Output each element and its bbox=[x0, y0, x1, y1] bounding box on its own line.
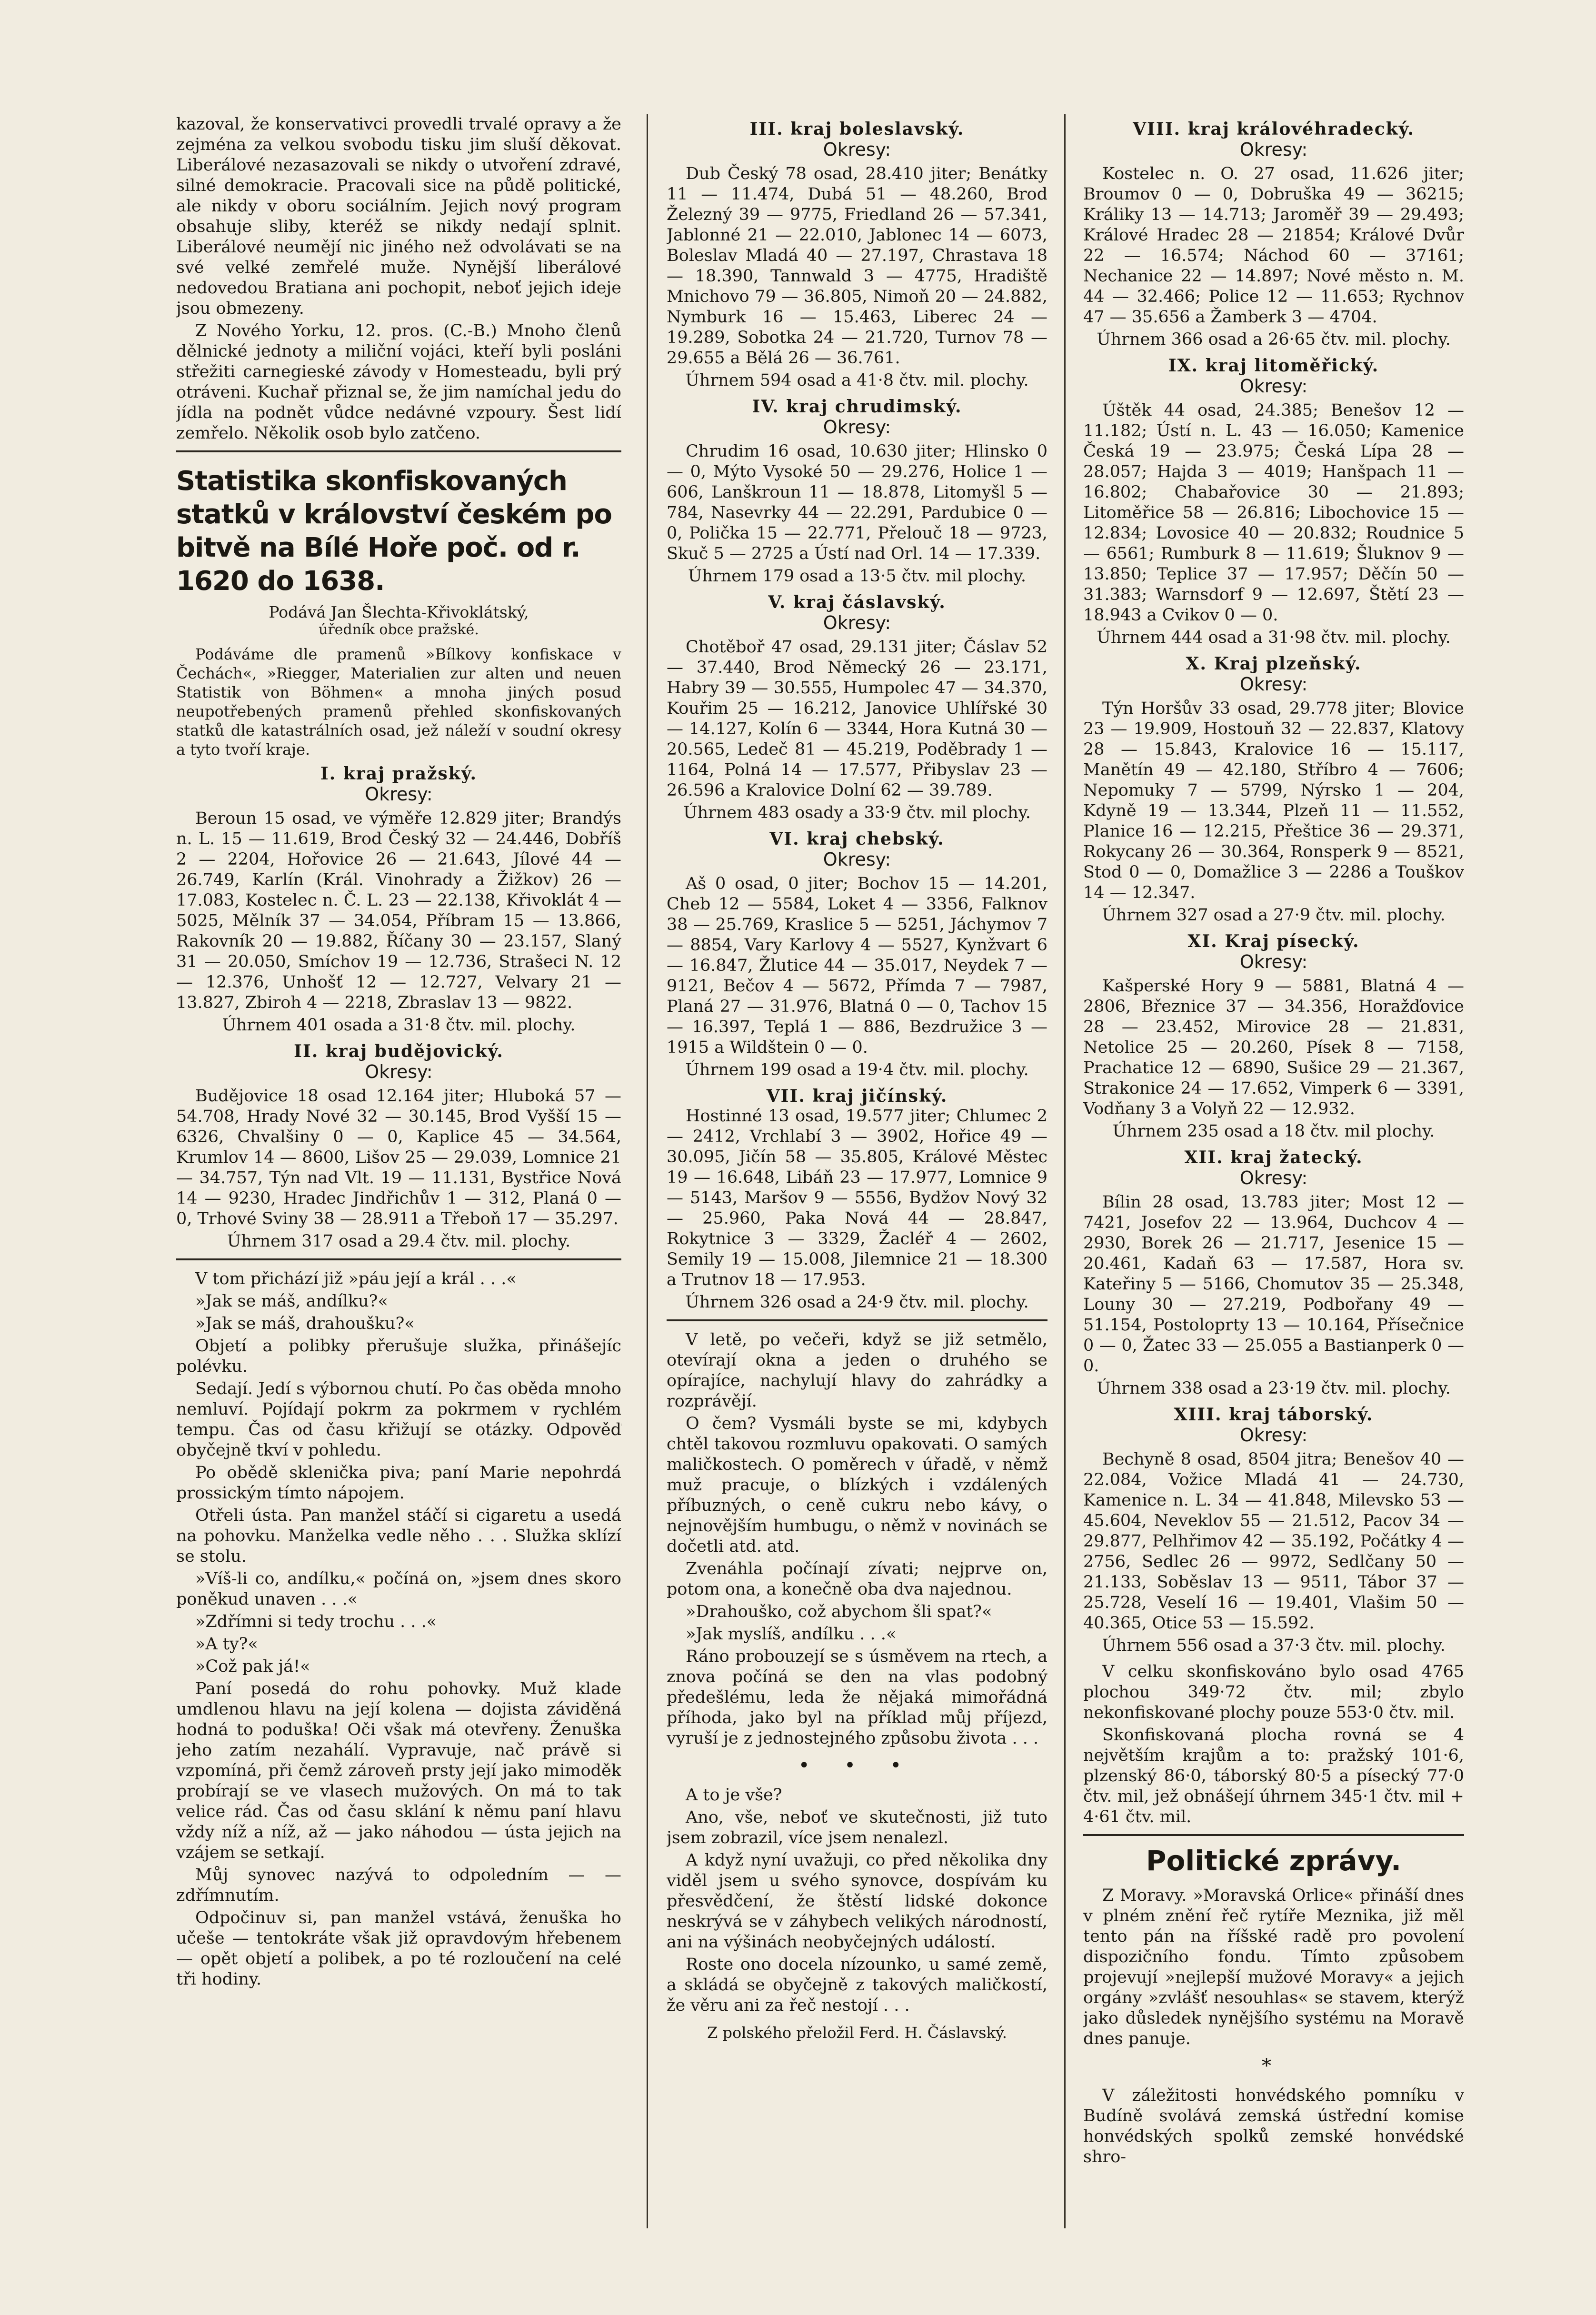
story-paragraph: Zvenáhla počínají zívati; nejprve on, potom ona, a konečně oba dva najednou. bbox=[667, 1559, 1047, 1599]
region-total-boleslav: Úhrnem 594 osad a 41·8 čtv. mil. plochy. bbox=[685, 371, 1029, 390]
story-ending: A když nyní uvažuji, co před několika dny viděl jsem u svého synovce, dospívám ku přesvědčení, že štěstí lidské dokonce neskrývá se v záhybech velikých národností, ani na výšinách neobyčejných událostí. bbox=[667, 1851, 1047, 1952]
grand-total: V celku skonfiskováno bylo osad 4765 plochou 349·72 čtv. mil; zbylo nekonfiskované plochy pouze 553·0 čtv. mil. bbox=[1083, 1662, 1464, 1722]
new-york-report: Z Nového Yorku, 12. pros. (C.-B.) Mnoho členů dělnické jednoty a miliční vojáci, kteří byli posláni střežiti carnegieské závody v Homesteadu, byli prý otráveni. Kuchař přiznal se, že jim namíchal jedu do jídla na podnět vůdce nedávné vzpoury. Šest lidí zemřelo. Několik osob bylo zatčeno. bbox=[176, 321, 621, 443]
moravia-report: Z Moravy. »Moravská Orlice« přináší dnes v plném znění řeč rytíře Meznika, již měl tento pán na říšské radě pro povolení dispozičního fondu. Tímto způsobem projevují »nejlepší mužové Moravy« a jejich orgány »zvlášť nesouhlas« se stavem, kterýž jako důsledek nynějšího systému na Moravě dnes panuje. bbox=[1083, 1886, 1464, 2048]
region-body-prague: Beroun 15 osad, ve výměře 12.829 jiter; Brandýs n. L. 15 — 11.619, Brod Český 32 — 24.446, Dobříš 2 — 2204, Hořovice 26 — 21.643, Jílové 44 — 26.749, Karlín (Král. Vinohrady a Žižkov) 26 — 17.083, Kostelec n. Č. L. 23 — 22.138, Křivoklát 4 — 5025, Mělník 37 — 34.054, Příbram 15 — 13.866, Rakovník 20 — 19.882, Říčany 30 — 23.157, Slaný 31 — 20.050, Smíchov 19 — 12.736, Strašeci N. 12 — 12.376, Unhošť 12 — 12.727, Velvary 21 — 13.827, Zbiroh 4 — 2218, Zbraslav 13 — 9822. bbox=[176, 809, 621, 1012]
section-divider bbox=[1083, 1834, 1464, 1836]
statistics-lead: Podáváme dle pramenů »Bílkovy konfiskace v Čechách«, »Riegger, Materialien zur alten und neuen Statistik von Böhmen« a mnoha jiných posud neupotřebených pramenů přehled skonfiskovaných statků dle katastrálních osad, jež náleží v soudní okresy a tyto tvoří kraje. bbox=[176, 645, 621, 758]
region-total-litomerice: Úhrnem 444 osad a 31·98 čtv. mil. plochy. bbox=[1097, 628, 1451, 647]
region-heading-plzen: X. Kraj plzeňský. bbox=[1186, 654, 1362, 674]
region-total-hradec: Úhrnem 366 osad a 26·65 čtv. mil. plochy. bbox=[1097, 330, 1451, 349]
column-rule-left bbox=[647, 114, 648, 2228]
story-paragraph: Po obědě sklenička piva; paní Marie nepohrdá prossickým tímto nápojem. bbox=[176, 1463, 621, 1503]
region-total-tabor: Úhrnem 556 osad a 37·3 čtv. mil. plochy. bbox=[1102, 1636, 1446, 1655]
region-heading-hradec: VIII. kraj královéhradecký. bbox=[1133, 119, 1415, 139]
region-body-jicin: Hostinné 13 osad, 19.577 jiter; Chlumec 2 — 2412, Vrchlabí 3 — 3902, Hořice 49 — 30.095, Jičín 58 — 35.805, Králové Městec 19 — 16.648, Libáň 23 — 17.977, Lomnice 9 — 5143, Maršov 9 — 5556, Bydžov Nový 32 — 25.960, Paka Nová 44 — 28.847, Rokytnice 3 — 3329, Žacléř 4 — 2602, Semily 19 — 15.008, Jilemnice 21 — 18.300 a Trutnov 18 — 17.953. bbox=[667, 1107, 1047, 1289]
story-paragraph: »Což pak já!« bbox=[195, 1657, 310, 1676]
story-paragraph: Objetí a polibky přerušuje služka, přinášejíc polévku. bbox=[176, 1337, 621, 1376]
region-heading-boleslav: III. kraj boleslavský. bbox=[749, 119, 965, 139]
asterisk-separator: * bbox=[1262, 2055, 1286, 2077]
region-total-plzen: Úhrnem 327 osad a 27·9 čtv. mil. plochy. bbox=[1102, 906, 1446, 925]
region-total-jicin: Úhrnem 326 osad a 24·9 čtv. mil. plochy. bbox=[685, 1293, 1029, 1312]
story-paragraph: Odpočinuv si, pan manžel vstává, ženuška ho učeše — tentokráte však již opravdovým hřebenem — opět objetí a polibek, a po té rozloučení na celé tři hodiny. bbox=[176, 1908, 621, 1989]
story-ending: A to je vše? bbox=[686, 1786, 782, 1805]
column-2 bbox=[667, 114, 1047, 2219]
region-body-zatec: Bílin 28 osad, 13.783 jiter; Most 12 — 7421, Josefov 22 — 13.964, Duchcov 4 — 2930, Borek 26 — 21.717, Jesenice 15 — 20.461, Kadaň 63 — 17.587, Hora sv. Kateřiny 5 — 5166, Chomutov 35 — 25.348, Louny 30 — 27.219, Podbořany 49 — 51.154, Postoloprty 13 — 10.164, Přísečnice 0 — 0, Žatec 33 — 25.055 a Bastianperk 0 — 0. bbox=[1083, 1193, 1464, 1376]
story-ending: Roste ono docela nízounko, u samé země, a skládá se obyčejně z takových maličkostí, že věru ani za řeč nestojí . . . bbox=[667, 1955, 1047, 2015]
region-heading-litomerice: IX. kraj litoměřický. bbox=[1168, 356, 1379, 376]
region-heading-prague: I. kraj pražský. bbox=[320, 764, 478, 784]
story-paragraph: »A ty?« bbox=[195, 1635, 258, 1654]
section-dots: • • • bbox=[798, 1755, 916, 1776]
story-paragraph: »Drahouško, což abychom šli spat?« bbox=[686, 1602, 992, 1621]
districts-label: Okresy: bbox=[1239, 376, 1308, 397]
region-heading-tabor: XIII. kraj táborský. bbox=[1174, 1405, 1374, 1425]
region-total-pisek: Úhrnem 235 osad a 18 čtv. mil plochy. bbox=[1112, 1122, 1435, 1141]
section-divider bbox=[176, 450, 621, 452]
districts-label: Okresy: bbox=[365, 1061, 433, 1082]
region-heading-caslav: V. kraj čáslavský. bbox=[768, 592, 946, 612]
statistics-title: Statistika skonfiskovaných statků v království českém po bitvě na Bílé Hoře poč. od r. 1620 do 1638. bbox=[176, 466, 612, 597]
region-heading-cheb: VI. kraj chebský. bbox=[769, 829, 945, 849]
districts-label: Okresy: bbox=[823, 612, 891, 633]
region-heading-chrudim: IV. kraj chrudimský. bbox=[752, 397, 962, 417]
largest-regions-note: Skonfiskovaná plocha rovná se 4 největším krajům a to: pražský 101·6, plzenský 86·0, táborský 80·5 a písecký 77·0 čtv. mil, jež obnášejí úhrnem 345·1 čtv. mil + 4·61 čtv. mil. bbox=[1083, 1726, 1464, 1826]
region-body-pisek: Kašperské Hory 9 — 5881, Blatná 4 — 2806, Březnice 37 — 34.356, Horažďovice 28 — 23.452, Mirovice 28 — 21.831, Netolice 25 — 20.260, Písek 8 — 7158, Prachatice 12 — 6890, Sušice 29 — 21.367, Strakonice 24 — 17.652, Vimperk 6 — 3391, Vodňany 3 a Volyň 22 — 12.932. bbox=[1083, 977, 1464, 1118]
column-rule-right bbox=[1064, 114, 1066, 2228]
region-heading-budejovice: II. kraj budějovický. bbox=[294, 1041, 504, 1061]
story-paragraph: »Jak se máš, drahoušku?« bbox=[195, 1314, 415, 1333]
author-line: Podává Jan Šlechta-Křivoklátský, bbox=[269, 603, 529, 621]
districts-label: Okresy: bbox=[1239, 1425, 1308, 1446]
region-body-litomerice: Úštěk 44 osad, 24.385; Benešov 12 — 11.182; Ústí n. L. 43 — 16.050; Kamenice Česká 19 — 23.975; Česká Lípa 28 — 28.057; Hajda 3 — 4019; Hanšpach 11 — 16.802; Chabařovice 30 — 21.893; Litoměřice 58 — 26.816; Libochovice 15 — 12.834; Lovosice 40 — 20.832; Roudnice 5 — 6561; Rumburk 8 — 11.619; Šluknov 9 — 13.850; Teplice 37 — 17.957; Děčín 50 — 31.383; Warnsdorf 9 — 12.697, Štětí 23 — 18.943 a Cvikov 0 — 0. bbox=[1083, 401, 1464, 625]
story-paragraph: V tom přichází již »páu její a král . . .« bbox=[195, 1269, 517, 1288]
story-paragraph: O čem? Vysmáli byste se mi, kdybych chtěl takovou rozmluvu opakovati. O samých maličkostech. O poměrech v úřadě, v němž muž pracuje, o blízkých i vzdálených příbuzných, o ceně cukru nebo kávy, o nejnovějším humbugu, o němž v novinách se dočetli atd. atd. bbox=[667, 1414, 1047, 1556]
story-paragraph: Otřeli ústa. Pan manžel stáčí si cigaretu a usedá na pohovku. Manželka vedle něho . . . Služka sklízí se stolu. bbox=[176, 1506, 621, 1566]
districts-label: Okresy: bbox=[823, 139, 891, 160]
region-total-chrudim: Úhrnem 179 osad a 13·5 čtv. mil plochy. bbox=[688, 567, 1027, 586]
region-total-zatec: Úhrnem 338 osad a 23·19 čtv. mil. plochy. bbox=[1097, 1379, 1451, 1398]
region-total-budejovice: Úhrnem 317 osad a 29.4 čtv. mil. plochy. bbox=[227, 1232, 571, 1251]
story-paragraph: Paní posedá do rohu pohovky. Muž klade umdlenou hlavu na její kolena — dojista záviděná hodná to poduška! Oči však má otevřeny. Ženuška jeho zatím nezahálí. Vypravuje, nač právě si vzpomíná, při čemž zároveň prsty její jako mimoděk probírají se ve vlasech mužových. On má to tak velice rád. Čas od času sklání k němu paní hlavu vždy níž a níž, až — jako náhodou — ústa jejich na vzájem se setkají. bbox=[176, 1679, 621, 1862]
story-paragraph: »Zdřímni si tedy trochu . . .« bbox=[195, 1612, 437, 1631]
region-heading-jicin: VII. kraj jičínský. bbox=[766, 1086, 948, 1106]
region-total-cheb: Úhrnem 199 osad a 19·4 čtv. mil. plochy. bbox=[685, 1060, 1029, 1079]
region-body-chrudim: Chrudim 16 osad, 10.630 jiter; Hlinsko 0 — 0, Mýto Vysoké 50 — 29.276, Holice 1 — 606, Lanškroun 11 — 18.878, Litomyšl 5 — 784, Nasevrky 44 — 22.291, Pardubice 0 — 0, Polička 15 — 22.771, Přelouč 18 — 9723, Skuč 5 — 2725 a Ústí nad Orl. 14 — 17.339. bbox=[667, 442, 1047, 563]
section-divider bbox=[176, 1258, 621, 1260]
region-heading-zatec: XII. kraj žatecký. bbox=[1184, 1148, 1363, 1167]
districts-label: Okresy: bbox=[1239, 1167, 1308, 1188]
region-heading-pisek: XI. Kraj písecký. bbox=[1187, 931, 1360, 951]
story-paragraph: Ráno probouzejí se s úsměvem na rtech, a znova počíná se den na vlas podobný předešlému, leda že nějaká mimořádná příhoda, jako byl na příklad můj příjezd, vyruší je z jednostejného způsobu života . . . bbox=[667, 1647, 1047, 1748]
districts-label: Okresy: bbox=[365, 784, 433, 805]
districts-label: Okresy: bbox=[1239, 139, 1308, 160]
column-1 bbox=[176, 114, 621, 2219]
translator-credit: Z polského přeložil Ferd. H. Čáslavský. bbox=[707, 2024, 1007, 2042]
story-paragraph: »Víš-li co, andílku,« počíná on, »jsem dnes skoro poněkud unaven . . .« bbox=[176, 1569, 621, 1609]
story-ending: Ano, vše, neboť ve skutečnosti, již tuto jsem zobrazil, více jsem nenalezl. bbox=[667, 1808, 1047, 1847]
region-body-hradec: Kostelec n. O. 27 osad, 11.626 jiter; Broumov 0 — 0, Dobruška 49 — 36215; Králiky 13 — 14.713; Jaroměř 39 — 29.493; Králové Hradec 28 — 21854; Králové Dvůr 22 — 16.574; Náchod 60 — 37161; Nechanice 22 — 14.897; Nové město n. M. 44 — 32.466; Police 12 — 11.653; Rychnov 47 — 35.656 a Žamberk 3 — 4704. bbox=[1083, 164, 1464, 327]
region-body-plzen: Týn Horšův 33 osad, 29.778 jiter; Blovice 23 — 19.909, Hostouň 32 — 22.837, Klatovy 28 — 15.843, Kralovice 16 — 15.117, Manětín 49 — 42.180, Stříbro 4 — 7606; Nepomuky 7 — 5799, Nýrsko 1 — 204, Kdyně 19 — 13.344, Plzeň 11 — 11.552, Planice 16 — 12.215, Přeštice 36 — 29.371, Rokycany 26 — 30.364, Ronsperk 9 — 8521, Stod 0 — 0, Domažlice 3 — 2286 a Touškov 14 — 12.347. bbox=[1083, 699, 1464, 902]
region-body-budejovice: Budějovice 18 osad 12.164 jiter; Hluboká 57 — 54.708, Hrady Nové 32 — 30.145, Brod Vyšší 15 — 6326, Chvalšiny 0 — 0, Kaplice 45 — 34.564, Krumlov 14 — 8600, Lišov 25 — 29.039, Lomnice 21 — 34.757, Týn nad Vlt. 19 — 11.131, Bystřice Nová 14 — 9230, Hradec Jindřichův 1 — 312, Planá 0 — 0, Trhové Sviny 38 — 28.911 a Třeboň 17 — 35.297. bbox=[176, 1087, 621, 1228]
budin-report: V záležitosti honvédského pomníku v Budíně svolává zemská ústřední komise honvédských spolků zemské honvédské shro- bbox=[1083, 2086, 1464, 2166]
story-paragraph: Můj synovec nazývá to odpoledním — — zdřímnutím. bbox=[176, 1866, 621, 1905]
story-paragraph: »Jak myslíš, andílku . . .« bbox=[686, 1625, 897, 1644]
region-body-boleslav: Dub Český 78 osad, 28.410 jiter; Benátky 11 — 11.474, Dubá 51 — 48.260, Brod Železný 39 — 9775, Friedland 26 — 57.341, Jablonné 21 — 22.010, Jablonec 14 — 6073, Boleslav Mladá 40 — 27.197, Chrastava 18 — 18.390, Tannwald 3 — 4775, Hradiště Mnichovo 79 — 36.805, Nimoň 20 — 24.882, Nymburk 16 — 15.463, Liberec 24 — 19.289, Sobotka 24 — 21.720, Turnov 78 — 29.655 a Bělá 26 — 36.761. bbox=[667, 164, 1047, 368]
region-body-caslav: Chotěboř 47 osad, 29.131 jiter; Čáslav 52 — 37.440, Brod Německý 26 — 23.171, Habry 39 — 30.555, Humpolec 47 — 34.370, Kouřim 25 — 16.212, Janovice Uhlířské 30 — 14.127, Kolín 6 — 3344, Hora Kutná 30 — 20.565, Ledeč 81 — 45.219, Poděbrady 1 — 1164, Polná 14 — 17.577, Přibyslav 23 — 26.596 a Kralovice Dolní 62 — 39.789. bbox=[667, 638, 1047, 800]
districts-label: Okresy: bbox=[1239, 951, 1308, 972]
political-news-title: Politické zprávy. bbox=[1146, 1845, 1401, 1877]
story-paragraph: V letě, po večeři, když se již setmělo, otevírají okna a jeden o druhého se opírajíce, nachylují hlavy do zahrádky a rozprávějí. bbox=[667, 1330, 1047, 1411]
region-body-cheb: Aš 0 osad, 0 jiter; Bochov 15 — 14.201, Cheb 12 — 5584, Loket 4 — 3356, Falknov 38 — 25.769, Kraslice 5 — 5251, Jáchymov 7 — 8854, Vary Karlovy 4 — 5527, Kynžvart 6 — 16.847, Žlutice 44 — 35.017, Neydek 7 — 9121, Bečov 4 — 5672, Přímda 7 — 7987, Planá 27 — 31.976, Blatná 0 — 0, Tachov 15 — 16.397, Teplá 1 — 886, Bezdružice 3 — 1915 a Wildštein 0 — 0. bbox=[667, 874, 1047, 1057]
districts-label: Okresy: bbox=[823, 417, 891, 438]
intro-paragraph: kazoval, že konservativci provedli trvalé opravy a že zejména za velkou svobodu tisku jim sluší děkovat. Liberálové nezasazovali se nikdy o utvoření zdravé, silné demokracie. Pracovali sice na půdě politické, ale nikdy v oboru sociálním. Jejich nový program obsahuje sliby, kteréž se nikdy nedají splnit. Liberálové neumějí nic jiného než odvolávati se na své velké zemřelé muže. Nynější liberálové nedovedou Bratiana ani pochopit, neboť jejich ideje jsou obmezeny. bbox=[176, 115, 621, 318]
author-role: úředník obce pražské. bbox=[319, 621, 479, 638]
districts-label: Okresy: bbox=[1239, 674, 1308, 695]
region-body-tabor: Bechyně 8 osad, 8504 jitra; Benešov 40 — 22.084, Vožice Mladá 41 — 24.730, Kamenice n. L. 34 — 41.848, Milevsko 53 — 45.604, Neveklov 55 — 21.512, Pacov 34 — 29.877, Pelhřimov 42 — 35.192, Počátky 4 — 2756, Sedlec 26 — 9972, Sedlčany 50 — 21.133, Soběslav 13 — 9511, Tábor 37 — 25.728, Veselí 16 — 19.401, Vlašim 50 — 40.365, Otice 53 — 15.592. bbox=[1083, 1450, 1464, 1633]
column-3 bbox=[1083, 114, 1464, 2219]
region-total-prague: Úhrnem 401 osada a 31·8 čtv. mil. plochy. bbox=[222, 1016, 576, 1035]
districts-label: Okresy: bbox=[823, 849, 891, 870]
region-total-caslav: Úhrnem 483 osady a 33·9 čtv. mil plochy. bbox=[683, 803, 1031, 822]
section-divider bbox=[667, 1319, 1047, 1321]
story-paragraph: »Jak se máš, andílku?« bbox=[195, 1292, 388, 1311]
story-paragraph: Sedají. Jedí s výbornou chutí. Po čas oběda mnoho nemluví. Pojídají pokrm za pokrmem v rychlém tempu. Čas od času křižují se otázky. Odpověď obyčejně tkví v pohledu. bbox=[176, 1379, 621, 1460]
